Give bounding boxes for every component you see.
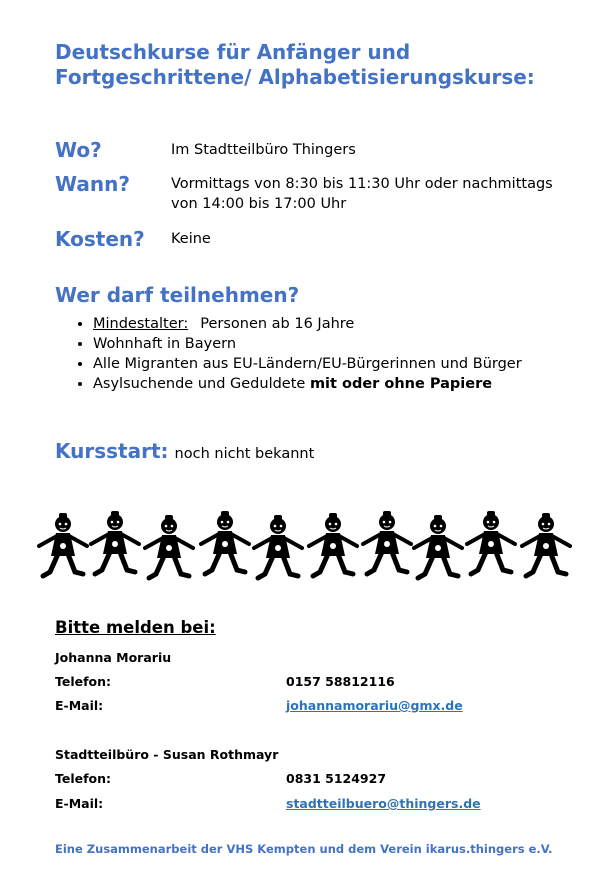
list-item [93,314,613,334]
contact-1-email-label: E-Mail: [55,698,104,713]
dancer-figures [39,511,570,578]
cost-label: Kosten? [55,227,145,251]
course-start-value: noch nicht bekannt [174,446,315,462]
contact-2-email-row [55,796,575,811]
contact-1-email-row [55,698,575,713]
min-age-label: Mindestalter: [93,316,189,332]
when-value [171,173,553,214]
where-row [55,139,356,161]
course-start [55,439,314,463]
footer-note: Eine Zusammenarbeit der VHS Kempten und dem Verein ikarus.thingers e.V. [55,842,553,856]
when-value-line-2: von 14:00 bis 17:00 Uhr [171,196,347,212]
contact-1-name: Johanna Morariu [55,650,172,665]
cost-value: Keine [171,231,211,247]
title-line-1: Deutschkurse für Anfänger und [55,40,411,64]
contact-2-phone-row [55,771,575,786]
participants-list [55,314,613,394]
where-value: Im Stadtteilbüro Thingers [171,142,356,158]
asylum-emphasis: mit oder ohne Papiere [309,376,493,392]
list-item [93,374,613,394]
contact-1-email-link[interactable]: johannamorariu@gmx.de [286,698,463,713]
dancing-children-image [36,508,582,588]
contact-heading: Bitte melden bei: [55,618,216,637]
contact-1-phone-label: Telefon: [55,674,112,689]
when-value-line-1: Vormittags von 8:30 bis 11:30 Uhr oder nachmittags [171,176,553,192]
contact-1-phone: 0157 58812116 [286,674,395,689]
cost-row [55,228,211,250]
page-title [55,40,595,90]
min-age-value: Personen ab 16 Jahre [200,316,355,332]
contact-2-phone: 0831 5124927 [286,771,387,786]
when-row [55,173,553,214]
list-item: • Wohnhaft in Bayern [93,334,613,354]
course-start-label: Kursstart: [55,439,169,463]
contact-2-email-link[interactable]: stadtteilbuero@thingers.de [286,796,481,811]
contact-2-email-label: E-Mail: [55,796,104,811]
participants-heading: Wer darf teilnehmen? [55,283,300,307]
contact-2-name: Stadtteilbüro - Susan Rothmayr [55,747,279,762]
asylum-text: Asylsuchende und Geduldete [93,376,310,392]
contact-2-phone-label: Telefon: [55,771,112,786]
title-line-2: Fortgeschrittene/ Alphabetisierungskurse: [55,65,535,89]
when-label: Wann? [55,172,130,196]
where-label: Wo? [55,138,102,162]
list-item: • Alle Migranten aus EU-Ländern/EU-Bürgerinnen und Bürger [93,354,613,374]
contact-1-phone-row [55,674,575,689]
